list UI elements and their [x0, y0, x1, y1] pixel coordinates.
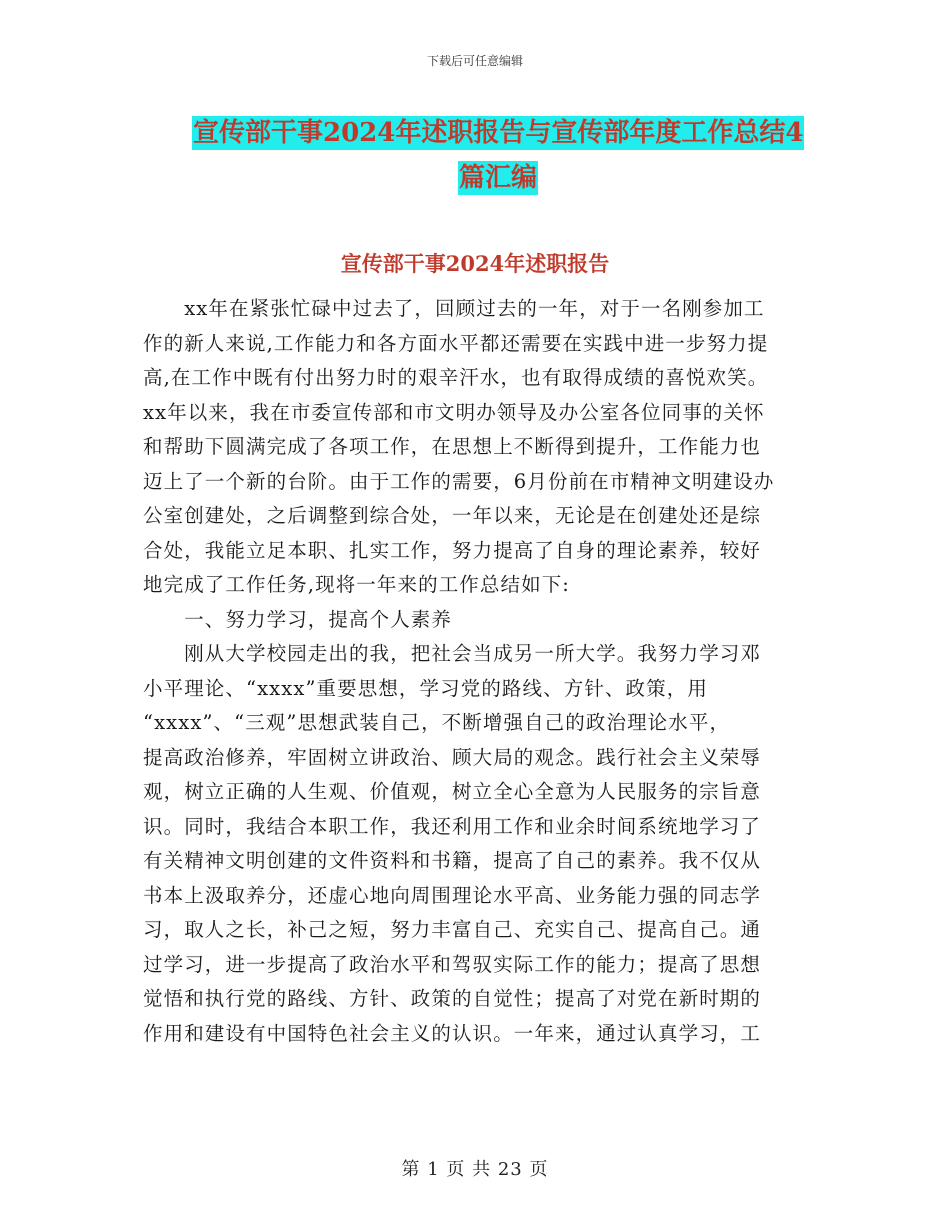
- document-title-line-2: [192, 156, 804, 201]
- body-line: xx年在紧张忙碌中过去了，回顾过去的一年，对于一名刚参加工: [143, 297, 765, 320]
- section-title: 宣传部干事2024年述职报告: [340, 251, 610, 276]
- body-line: 有关精神文明创建的文件资料和书籍，提高了自己的素养。我不仅从: [143, 849, 762, 872]
- body-line: 过学习，进一步提高了政治水平和驾驭实际工作的能力；提高了思想: [143, 952, 762, 976]
- title-highlight: 篇汇编: [458, 163, 537, 193]
- title-highlight: 宣传部干事2024年述职报告与宣传部年度工作总结4: [193, 118, 804, 148]
- document-title: [192, 111, 804, 201]
- body-line: “xxxx”、“三观”思想武装自己，不断增强自己的政治理论水平，: [143, 711, 731, 734]
- body-line: 公室创建处，之后调整到综合处，一年以来，无论是在创建处还是综: [143, 504, 762, 527]
- page-header: 下载后可任意编辑: [426, 54, 523, 68]
- body-line: 作的新人来说,工作能力和各方面水平都还需要在实践中进一步努力提: [143, 331, 769, 355]
- body-line: 作用和建设有中国特色社会主义的认识。一年来，通过认真学习，工: [143, 1021, 762, 1045]
- body-line: 和帮助下圆满完成了各项工作，在思想上不断得到提升，工作能力也: [143, 435, 762, 458]
- body-line: xx年以来，我在市委宣传部和市文明办领导及办公室各位同事的关怀: [143, 400, 765, 424]
- page-number-footer: 第 1 页 共 23 页: [401, 1159, 549, 1180]
- body-line: 小平理论、“xxxx”重要思想，学习党的路线、方针、政策，用: [143, 676, 708, 700]
- body-line: 迈上了一个新的台阶。由于工作的需要，6月份前在市精神文明建设办: [143, 469, 775, 493]
- body-line: 提高政治修养，牢固树立讲政治、顾大局的观念。践行社会主义荣辱: [143, 745, 762, 769]
- body-text: [143, 292, 795, 1051]
- body-line: 地完成了工作任务,现将一年来的工作总结如下:: [143, 573, 570, 596]
- body-line: 合处，我能立足本职、扎实工作，努力提高了自身的理论素养，较好: [143, 538, 762, 562]
- body-line: 观，树立正确的人生观、价值观，树立全心全意为人民服务的宗旨意: [143, 780, 762, 803]
- body-line: 高,在工作中既有付出努力时的艰辛汗水，也有取得成绩的喜悦欢笑。: [143, 366, 769, 389]
- section-heading-study: 一、努力学习，提高个人素养: [143, 607, 453, 631]
- body-line: 识。同时，我结合本职工作，我还利用工作和业余时间系统地学习了: [143, 814, 762, 838]
- body-line: 习，取人之长，补己之短，努力丰富自己、充实自己、提高自己。通: [143, 918, 762, 941]
- document-title-line-1: [192, 111, 804, 156]
- body-line: 刚从大学校园走出的我，把社会当成另一所大学。我努力学习邓: [143, 642, 762, 665]
- body-line: 书本上汲取养分，还虚心地向周围理论水平高、业务能力强的同志学: [143, 883, 762, 907]
- body-line: 觉悟和执行党的路线、方针、政策的自觉性；提高了对党在新时期的: [143, 987, 762, 1010]
